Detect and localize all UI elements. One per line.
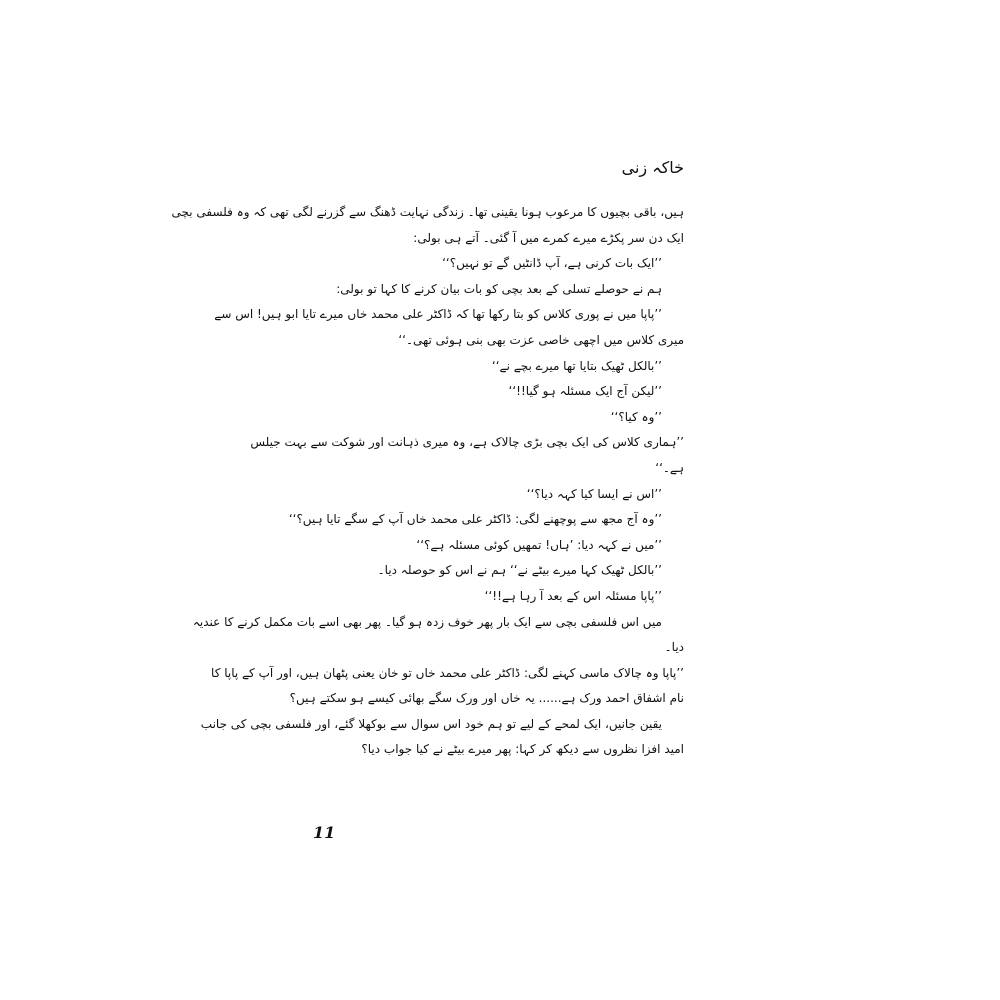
text-line: ’’ایک بات کرنی ہے، آپ ڈانٹیں گے تو نہیں؟‘‘ <box>442 256 662 271</box>
running-head: خاکہ زنی <box>621 158 684 177</box>
text-line: ’’ہماری کلاس کی ایک بچی بڑی چالاک ہے، وہ میری ذہانت اور شوکت سے بہت جیلس <box>250 435 684 450</box>
text-line: ایک دن سر پکڑے میرے کمرے میں آ گئی۔ آتے ہی بولی: <box>413 230 684 245</box>
text-line: ’’میں نے کہہ دیا: ’ہاں! تمھیں کوئی مسئلہ ہے؟‘‘ <box>416 537 662 552</box>
body-text <box>171 200 684 763</box>
text-line: ہے۔‘‘ <box>655 460 684 475</box>
text-line: ہیں، باقی بچیوں کا مرعوب ہونا یقینی تھا۔ زندگی نہایت ڈھنگ سے گزرنے لگی تھی کہ وہ فلسفی بچی <box>171 205 684 219</box>
text-line: امید افزا نظروں سے دیکھ کر کہا: پھر میرے بیٹے نے کیا جواب دیا؟ <box>361 742 684 757</box>
text-line: ’’اس نے ایسا کیا کہہ دیا؟‘‘ <box>526 486 662 501</box>
text-line: میری کلاس میں اچھی خاصی عزت بھی بنی ہوئی تھی۔‘‘ <box>398 332 684 347</box>
text-line: میں اس فلسفی بچی سے ایک بار پھر خوف زدہ ہو گیا۔ پھر بھی اسے بات مکمل کرنے کا عندیہ <box>192 614 662 629</box>
text-line: نام اشفاق احمد ورک ہے...... یہ خاں اور ورک سگے بھائی کیسے ہو سکتے ہیں؟ <box>289 691 684 706</box>
text-line: ’’بالکل ٹھیک کہا میرے بیٹے نے‘‘ ہم نے اس کو حوصلہ دیا۔ <box>377 563 662 578</box>
page-number: 11 <box>313 823 336 842</box>
text-line: ’’وہ کیا؟‘‘ <box>610 409 662 424</box>
text-line: ’’لیکن آج ایک مسئلہ ہو گیا!!‘‘ <box>508 384 662 399</box>
text-line: ہم نے حوصلے تسلی کے بعد بچی کو بات بیان کرنے کا کہا تو بولی: <box>336 281 662 296</box>
text-line: ’’پاپا وہ چالاک ماسی کہنے لگی: ڈاکٹر علی محمد خاں تو خان یعنی پٹھان ہیں، اور آپ کے پاپا کا <box>211 665 684 680</box>
text-line: ’’بالکل ٹھیک بتایا تھا میرے بچے نے‘‘ <box>491 358 662 373</box>
text-line: یقین جانیں، ایک لمحے کے لیے تو ہم خود اس سوال سے بوکھلا گئے، اور فلسفی بچی کی جانب <box>200 716 662 731</box>
text-line: ’’وہ آج مجھ سے پوچھنے لگی: ڈاکٹر علی محمد خاں آپ کے سگے تایا ہیں؟‘‘ <box>288 512 662 527</box>
text-line: ’’پاپا میں نے پوری کلاس کو بتا رکھا تھا کہ ڈاکٹر علی محمد خاں میرے تایا ابو ہیں! اس سے <box>214 307 662 322</box>
text-line: ’’پاپا مسئلہ اس کے بعد آ رہا ہے!!‘‘ <box>484 588 662 603</box>
text-line: دیا۔ <box>664 640 684 655</box>
